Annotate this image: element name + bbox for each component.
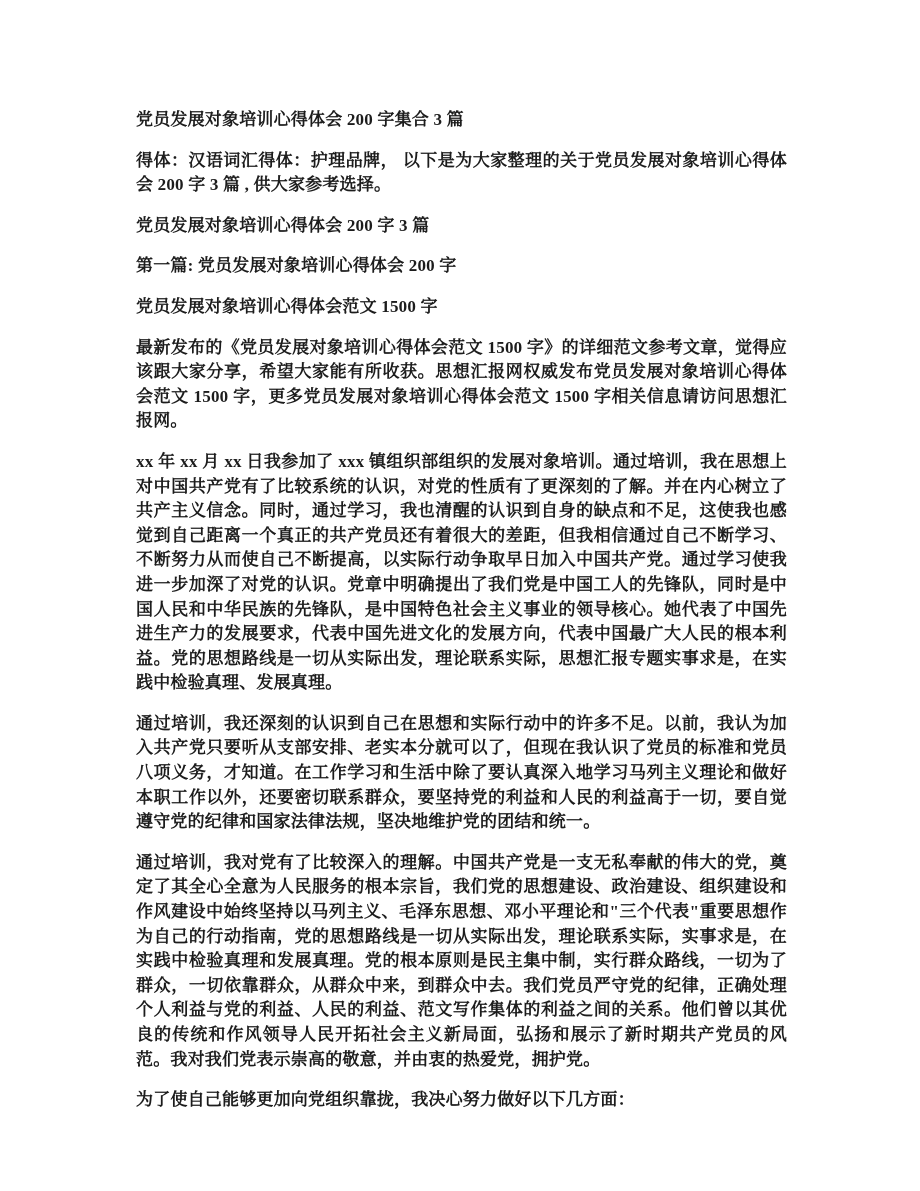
body-paragraph-1: 最新发布的《党员发展对象培训心得体会范文 1500 字》的详细范文参考文章，觉得应该跟大家分享，希望大家能有所收获。思想汇报网权威发布党员发展对象培训心得体会范文 1500 字，更多党员发展对象培训心得体会范文 1500 字相关信息请访问思想汇报网。 [136, 337, 787, 431]
body-paragraph-4: 通过培训，我对党有了比较深入的理解。中国共产党是一支无私奉献的伟大的党，奠定了其全心全意为人民服务的根本宗旨，我们党的思想建设、政治建设、组织建设和作风建设中始终坚持以马列主义、毛泽东思想、邓小平理论和"三个代表"重要思想作为自己的行动指南，党的思想路线是一切从实际出发，理论联系实际，实事求是，在实践中检验真理和发展真理。党的根本原则是民主集中制，实行群众路线，一切为了群众，一切依靠群众，从群众中来，到群众中去。我们党员严守党的纪律，正确处理个人利益与党的利益、人民的利益、范文写作集体的利益之间的关系。他们曾以其优良的传统和作风领导人民开拓社会主义新局面，弘扬和展示了新时期共产党员的风范。我对我们党表示崇高的敬意，并由衷的热爱党，拥护党。 [136, 852, 787, 1069]
intro-paragraph: 得体：汉语词汇得体：护理品牌， 以下是为大家整理的关于党员发展对象培训心得体会 200 字 3 篇 , 供大家参考选择。 [136, 150, 787, 195]
subsection-heading-2: 党员发展对象培训心得体会范文 1500 字 [136, 296, 438, 316]
body-paragraph-5: 为了使自己能够更加向党组织靠拢，我决心努力做好以下几方面： [136, 1090, 635, 1110]
doc-title: 党员发展对象培训心得体会 200 字集合 3 篇 [136, 110, 464, 129]
body-paragraph-3: 通过培训，我还深刻的认识到自己在思想和实际行动中的许多不足。以前，我认为加入共产党只要听从支部安排、老实本分就可以了，但现在我认识了党员的标准和党员八项义务，才知道。在工作学习和生活中除了要认真深入地学习马列主义理论和做好本职工作以外，还要密切联系群众，要坚持党的利益和人民的利益高于一切，要自觉遵守党的纪律和国家法律法规，坚决地维护党的团结和统一。 [136, 713, 787, 832]
subsection-heading-1: 第一篇: 党员发展对象培训心得体会 200 字 [136, 256, 457, 276]
section-heading: 党员发展对象培训心得体会 200 字 3 篇 [136, 215, 430, 235]
body-paragraph-2: xx 年 xx 月 xx 日我参加了 xxx 镇组织部组织的发展对象培训。通过培训，我在思想上对中国共产党有了比较系统的认识，对党的性质有了更深刻的了解。并在内心树立了共产主义信念。同时，通过学习，我也清醒的认识到自身的缺点和不足，这使我也感觉到自己距离一个真正的共产党员还有着很大的差距，但我相信通过自己不断学习、不断努力从而使自己不断提高，以实际行动争取早日加入中国共产党。通过学习使我进一步加深了对党的认识。党章中明确提出了我们党是中国工人的先锋队，同时是中国人民和中华民族的先锋队，是中国特色社会主义事业的领导核心。她代表了中国先进生产力的发展要求，代表中国先进文化的发展方向，代表中国最广大人民的根本利益。党的思想路线是一切从实际出发，理论联系实际，思想汇报专题实事求是，在实践中检验真理、发展真理。 [136, 451, 787, 693]
